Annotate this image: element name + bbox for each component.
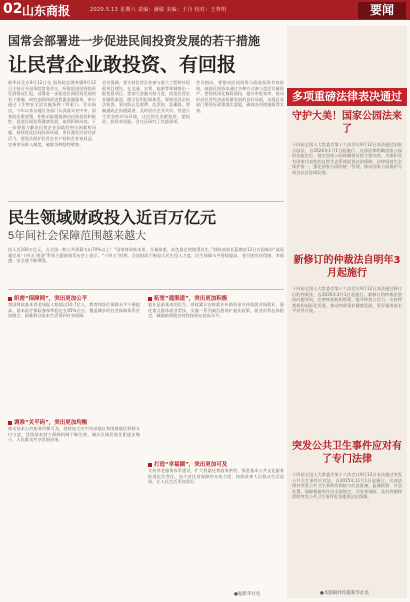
article1-headline: 让民营企业敢投资、有回报	[8, 55, 237, 76]
sidebar-title1: 守护大美！国家公园法来了	[292, 111, 402, 135]
page-header	[0, 0, 410, 20]
article2-lead: 投入近100万亿元，占全国一般公共预算支出70%以上！“国家财政账本里，分量最重、成色最足的地得民生。”财政部部长蓝佛安12日在国新办“高质量完成‘十四五’规划”系列主题新闻发布会上表示，“十四五”时期，全国财政不断加大民生投入力度，民生保障水平持续提高，老百姓的获得感、幸福感、安全感不断增强。	[8, 247, 284, 264]
sidebar-body3: 十四届全国人大常委会第十六次会议9月12日表决通过突发公共卫生事件应对法，自2025年11月1日起施行。这部法律对突发公共卫生事件的预防与应急准备、监测预警、应急处置、保障措施等作出全面规定，为有效预防、及时控制和消除突发公共卫生事件危害提供法治保障。	[292, 472, 402, 500]
subsection2-title: 调准“关平码”，突出更加均衡	[8, 418, 138, 426]
sidebar-body2: 十四届全国人大常委会第十六次会议9月12日表决通过修订后的仲裁法，自2026年3月1日起施行。新修订的仲裁法坚持问题导向，完善仲裁机构管理，提升仲裁公信力，支持仲裁机构国际化发展，推动仲裁事业健康发展，更好服务高水平对外开放。	[292, 286, 402, 314]
divider	[8, 289, 284, 290]
subsection4-body: 支持养老服务体系建设，扩大普惠托育服务供给，推进基本公共文化服务标准化均等化，加大对住房保障的支持力度，持续改善人民群众生活品质，让人民生活更加美好。	[148, 468, 284, 485]
subsection1-body: 我国财政基本养老保险人数超过10.7亿人，教育和医疗保障水平不断提高，基本医疗保险参保率稳定在95%左右，覆盖城乡的社会保障体系更加健全，困难群众基本生活得到有效保障。	[8, 302, 140, 319]
issue-meta: 2020.5.13 星期六 责编：潘敏 美编：王丹 校对：王秀明	[90, 7, 227, 13]
article1-col3: 会议指出，要推动民间投资与政府投资有效衔接，鼓励民间资本通过多种方式参与盘活存量资产。要持续深化简政放权，提升审批效率，推动形成民营经济高质量发展的良好局面，各地区各部门要抓好政策落实落地，确保各项措施取得实效。	[196, 80, 284, 113]
sidebar-title3: 突发公共卫生事件应对有了专门法律	[292, 441, 402, 465]
subsection4-title: 打造“幸福圈”，突出更加可及	[148, 460, 284, 468]
article1-col2: 会议强调，要支持民营企业参与重大工程和补短板项目建设，在交通、水利、能源等领域推出一批优质项目。要加大金融支持力度，拓宽民营企业融资渠道，健全信用担保体系。要规范涉企执法检查，坚决防止乱收费、乱罚款、乱摊派。要畅通政企沟通渠道，及时回应企业关切，营造公平竞争的市场环境，让民营企业敢投资、愿投资、投资有回报。会议还研究了其他事项。	[102, 80, 190, 125]
sidebar-title2: 新修订的仲裁法自明年3月起施行	[293, 255, 401, 279]
article1-kicker: 国常会部署进一步促进民间投资发展的若干措施	[8, 34, 261, 48]
square-bullet-icon	[8, 297, 12, 301]
sidebar-body1: 十四届全国人大常委会第十六次会议9月12日表决通过国家公园法，自2026年1月1日起施行。这部法律明确国家公园的功能定位，规定国家公园体制建设的主要内容，为保护具有国家代表性的自然生态系统提供法治保障。法律坚持生态保护第一，强化国家公园的统一管理，推动国家公园保护与周边社区协调发展。	[292, 142, 402, 175]
newspaper-name: 山东商报	[22, 4, 71, 18]
section-label: 要闻	[358, 2, 406, 19]
subsection3-body: 就业是最基本的民生。财政累计安排就业补助资金支持稳就业保就业，强化重点群体就业帮扶，实施一系列减负稳岗扩就业政策，就业形势总体稳定，城镇新增就业持续保持在较高水平。	[148, 302, 284, 319]
subsection3-title: 拓宽“通渠道”，突出更加积极	[148, 294, 284, 302]
article2-credit: ●据新华社电	[234, 592, 261, 597]
sidebar-banner: 多项重磅法律表决通过	[287, 88, 407, 106]
subsection2-body: 推动基本公共服务均衡可及，持续加大对中西部地区和困难地区转移支付力度，县级基本财力保障机制不断完善，城乡区域发展差距逐步缩小，人民群众共享发展成果。	[8, 426, 140, 443]
article2-subhead: 5年间社会保障范围越来越大	[8, 230, 147, 242]
subsection1-title: 织密“保障网”，突出更加公平	[8, 294, 138, 302]
square-bullet-icon	[148, 297, 152, 301]
divider	[8, 201, 284, 202]
article2-headline: 民生领域财政投入近百万亿元	[8, 210, 217, 227]
square-bullet-icon	[148, 463, 152, 467]
sidebar-credit: ●本版稿件均据新华社电	[320, 591, 369, 596]
square-bullet-icon	[8, 421, 12, 425]
article1-col1: 新华社北京9月12日电 国务院总理李强9月12日主持召开国务院常务会议，听取促进民间投资发展情况汇报，部署进一步促进民间投资发展的若干措施，研究加强和改进普惠金融服务，审议通过《生物安全法实施条例（草案）》。会议指出，今年以来各地区各部门认真落实党中央、国务院决策部署，积极采取措施调动民间投资积极性，促进民间投资健康发展，取得积极成效。下一步要着力解决民营企业面临的突出困难和问题，持续优化民间投资环境，更好激发民营经济活力。要依法保护民营企业产权和企业家权益，完善市场准入制度，破除各种隐性壁垒。	[8, 80, 96, 147]
page-number: 02	[3, 1, 23, 17]
